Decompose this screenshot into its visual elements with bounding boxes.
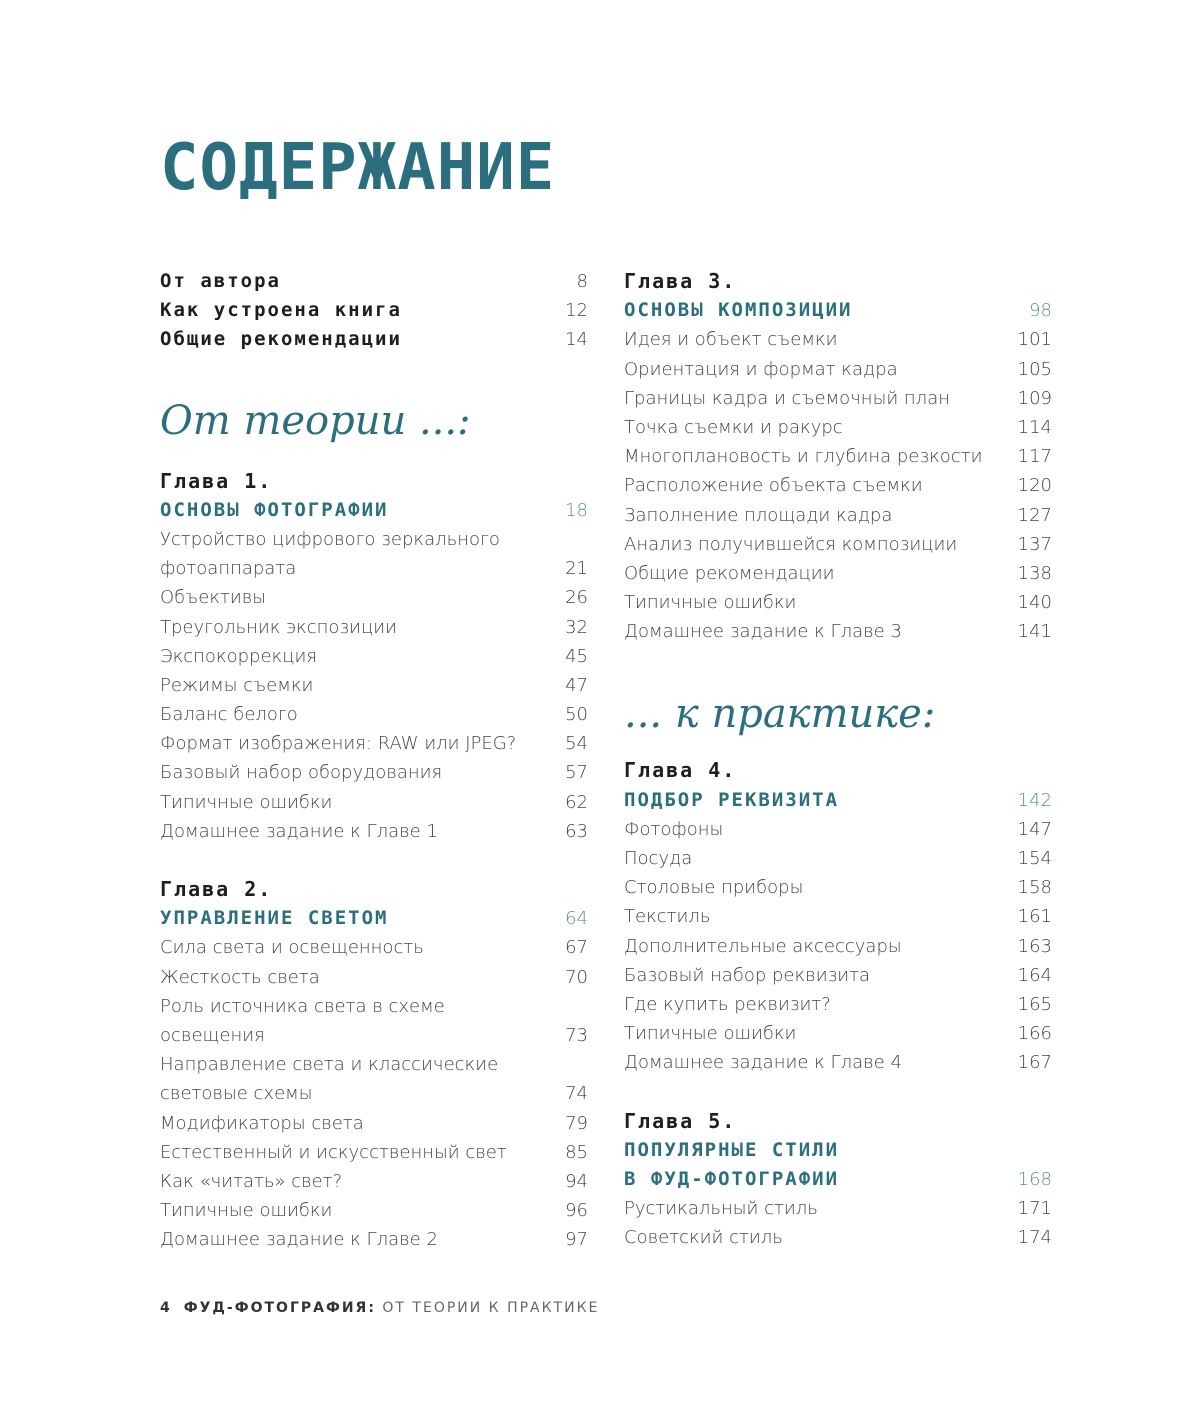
entry-page: 73: [565, 1024, 588, 1046]
toc-entry[interactable]: [160, 554, 588, 583]
toc-entry[interactable]: [624, 990, 1052, 1019]
toc-entry[interactable]: [160, 613, 588, 642]
chapter-title[interactable]: [160, 904, 588, 933]
entry-page: 161: [1017, 906, 1052, 928]
toc-entry[interactable]: [160, 933, 588, 962]
entry-label: Сила света и освещенность: [160, 937, 424, 959]
entry-label: Треугольник экспозиции: [160, 616, 397, 638]
chapter-page: 168: [1017, 1168, 1052, 1190]
entry-page: 21: [565, 558, 588, 580]
toc-entry[interactable]: [160, 642, 588, 671]
entry-label: Дополнительные аксессуары: [624, 935, 902, 957]
entry-page: 171: [1017, 1198, 1052, 1220]
entry-page: 117: [1017, 446, 1052, 468]
entry-page: 101: [1017, 329, 1052, 351]
entry-label: Жесткость света: [160, 966, 320, 988]
toc-entry[interactable]: [160, 1138, 588, 1167]
page-footer: [160, 1300, 599, 1316]
toc-entry[interactable]: [624, 559, 1052, 588]
entry-page: 120: [1017, 475, 1052, 497]
entry-page: 105: [1017, 358, 1052, 380]
toc-entry[interactable]: [160, 1050, 588, 1079]
toc-entry[interactable]: [624, 815, 1052, 844]
toc-entry[interactable]: [624, 355, 1052, 384]
toc-entry[interactable]: [160, 671, 588, 700]
toc-entry[interactable]: [160, 1109, 588, 1138]
toc-entry[interactable]: [624, 617, 1052, 646]
toc-entry[interactable]: [160, 729, 588, 758]
page-title: СОДЕРЖАНИЕ: [160, 131, 556, 205]
entry-page: 140: [1017, 592, 1052, 614]
toc-entry[interactable]: [624, 325, 1052, 354]
entry-label: Базовый набор оборудования: [160, 762, 443, 784]
toc-entry[interactable]: [160, 1225, 588, 1254]
chapter-1: [160, 467, 588, 846]
toc-entry[interactable]: [160, 963, 588, 992]
toc-entry[interactable]: [624, 1048, 1052, 1077]
entry-label: Базовый набор реквизита: [624, 964, 871, 986]
entry-label: Формат изображения: RAW или JPEG?: [160, 733, 517, 755]
chapter-2: [160, 875, 588, 1254]
chapter-3: [624, 267, 1052, 646]
entry-page: 62: [565, 791, 588, 813]
entry-page: 167: [1017, 1052, 1052, 1074]
entry-label: фотоаппарата: [160, 558, 297, 580]
entry-page: 127: [1017, 504, 1052, 526]
chapter-label: Глава 4.: [624, 758, 737, 783]
toc-entry[interactable]: [624, 588, 1052, 617]
entry-page: 70: [565, 966, 588, 988]
entry-label: Общие рекомендации: [624, 562, 835, 584]
entry-label: Общие рекомендации: [160, 328, 402, 351]
toc-right-column: [624, 267, 1052, 1252]
entry-page: 12: [565, 300, 588, 322]
entry-label: Экспокоррекция: [160, 645, 318, 667]
toc-entry[interactable]: [160, 992, 588, 1021]
entry-page: 14: [565, 329, 588, 351]
entry-label: Столовые приборы: [624, 877, 804, 899]
entry-label: Домашнее задание к Главе 4: [624, 1052, 902, 1074]
page-number: 4: [160, 1300, 172, 1316]
entry-label: световые схемы: [160, 1083, 313, 1105]
entry-page: 26: [565, 587, 588, 609]
entry-page: 137: [1017, 533, 1052, 555]
toc-entry[interactable]: [624, 932, 1052, 961]
chapter-4: [624, 756, 1052, 1077]
entry-page: 8: [576, 271, 588, 292]
entry-label: Домашнее задание к Главе 2: [160, 1229, 438, 1251]
entry-label: Устройство цифрового зеркального: [160, 528, 500, 550]
entry-label: Домашнее задание к Главе 1: [160, 820, 438, 842]
chapter-title[interactable]: [624, 1165, 1052, 1194]
chapter-title[interactable]: [624, 296, 1052, 325]
toc-entry[interactable]: [624, 530, 1052, 559]
entry-label: Как устроена книга: [160, 299, 402, 322]
entry-label: Точка съемки и ракурс: [624, 416, 843, 438]
toc-entry[interactable]: [624, 844, 1052, 873]
toc-entry[interactable]: [160, 1196, 588, 1225]
entry-label: Границы кадра и съемочный план: [624, 387, 950, 409]
toc-entry[interactable]: [160, 525, 588, 554]
chapter-page: 18: [565, 499, 588, 521]
intro-list: [160, 267, 588, 355]
entry-label: Посуда: [624, 848, 693, 869]
chapter-label: Глава 2.: [160, 877, 273, 901]
entry-label: Объективы: [160, 587, 267, 609]
entry-page: 163: [1017, 935, 1052, 957]
chapter-page: 64: [565, 908, 588, 930]
entry-label: Типичные ошибки: [624, 592, 797, 614]
entry-label: Роль источника света в схеме: [160, 995, 445, 1017]
entry-page: 147: [1017, 818, 1052, 840]
toc-entry[interactable]: [624, 902, 1052, 931]
chapter-page: 98: [1029, 300, 1052, 322]
chapter-title-text: ПОПУЛЯРНЫЕ СТИЛИ: [624, 1138, 840, 1161]
toc-entry[interactable]: [624, 1019, 1052, 1048]
entry-label: Типичные ошибки: [160, 1200, 333, 1222]
entry-page: 96: [565, 1200, 588, 1222]
entry-page: 32: [565, 616, 588, 638]
entry-page: 154: [1017, 848, 1052, 869]
toc-entry[interactable]: [160, 1167, 588, 1196]
toc-entry[interactable]: [160, 758, 588, 787]
entry-label: Типичные ошибки: [624, 1023, 797, 1045]
chapter-title-text: ОСНОВЫ КОМПОЗИЦИИ: [624, 299, 853, 322]
entry-page: 165: [1017, 993, 1052, 1015]
toc-entry[interactable]: [160, 325, 588, 354]
entry-page: 94: [565, 1170, 588, 1192]
entry-label: Советский стиль: [624, 1227, 783, 1249]
entry-page: 79: [565, 1112, 588, 1134]
entry-page: 74: [565, 1083, 588, 1105]
toc-entry[interactable]: [624, 961, 1052, 990]
entry-page: 54: [565, 733, 588, 755]
entry-page: 166: [1017, 1023, 1052, 1045]
toc-entry[interactable]: [160, 700, 588, 729]
chapter-title-text: В ФУД-ФОТОГРАФИИ: [624, 1167, 840, 1190]
toc-entry[interactable]: [160, 1079, 588, 1108]
entry-page: 47: [565, 674, 588, 696]
entry-page: 158: [1017, 877, 1052, 899]
section-practice-heading: ... к практике:: [624, 691, 936, 738]
chapter-title-line1[interactable]: [624, 1136, 1052, 1165]
toc-entry[interactable]: [624, 442, 1052, 471]
toc-entry[interactable]: [160, 788, 588, 817]
chapter-5: [624, 1107, 1052, 1253]
entry-page: 109: [1017, 387, 1052, 409]
entry-label: Ориентация и формат кадра: [624, 358, 898, 380]
entry-label: освещения: [160, 1024, 265, 1046]
entry-page: 164: [1017, 964, 1052, 986]
footer-book-title: ФУД-ФОТОГРАФИЯ:: [183, 1300, 376, 1316]
toc-entry[interactable]: [160, 1021, 588, 1050]
entry-page: 85: [565, 1141, 588, 1163]
chapter-page: 142: [1017, 789, 1052, 811]
toc-entry[interactable]: [624, 1194, 1052, 1223]
entry-label: Текстиль: [624, 906, 711, 928]
entry-label: От автора: [160, 270, 281, 292]
toc-entry[interactable]: [160, 583, 588, 612]
entry-label: Многоплановость и глубина резкости: [624, 446, 983, 468]
chapter-title-text: УПРАВЛЕНИЕ СВЕТОМ: [160, 907, 389, 930]
entry-label: Домашнее задание к Главе 3: [624, 621, 902, 643]
entry-label: Расположение объекта съемки: [624, 475, 923, 497]
entry-page: 57: [565, 762, 588, 784]
toc-entry[interactable]: [160, 817, 588, 846]
toc-entry[interactable]: [624, 873, 1052, 902]
footer-subtitle: ОТ ТЕОРИИ К ПРАКТИКЕ: [375, 1300, 600, 1316]
chapter-label: Глава 1.: [160, 468, 273, 493]
toc-entry[interactable]: [624, 1223, 1052, 1252]
entry-page: 97: [565, 1229, 588, 1251]
entry-label: Режимы съемки: [160, 674, 314, 696]
chapter-title-text: ПОДБОР РЕКВИЗИТА: [624, 788, 840, 811]
entry-page: 63: [565, 820, 588, 842]
entry-label: Как «читать» свет?: [160, 1170, 343, 1192]
entry-label: Заполнение площади кадра: [624, 504, 893, 526]
entry-label: Естественный и искусственный свет: [160, 1141, 507, 1163]
entry-page: 45: [565, 645, 588, 667]
toc-entry[interactable]: [624, 471, 1052, 500]
entry-page: 67: [565, 937, 588, 959]
toc-left-column: [160, 267, 588, 1254]
chapter-title[interactable]: [624, 786, 1052, 815]
entry-page: 174: [1017, 1227, 1052, 1249]
entry-label: Направление света и классические: [160, 1054, 499, 1076]
entry-label: Анализ получившейся композиции: [624, 533, 958, 555]
chapter-label: Глава 5.: [624, 1108, 737, 1133]
chapter-title[interactable]: [160, 496, 588, 525]
entry-page: 114: [1017, 416, 1052, 438]
entry-page: 138: [1017, 562, 1052, 584]
chapter-title-text: ОСНОВЫ ФОТОГРАФИИ: [160, 498, 389, 521]
entry-label: Рустикальный стиль: [624, 1198, 818, 1220]
toc-entry[interactable]: [624, 413, 1052, 442]
entry-label: Модификаторы света: [160, 1112, 364, 1134]
section-theory-heading: От теории ...:: [160, 397, 471, 444]
entry-page: 50: [565, 704, 588, 726]
entry-label: Идея и объект съемки: [624, 329, 838, 351]
toc-entry[interactable]: [624, 384, 1052, 413]
entry-label: Фотофоны: [624, 818, 724, 840]
entry-page: 141: [1017, 621, 1052, 643]
entry-label: Баланс белого: [160, 704, 298, 726]
chapter-label: Глава 3.: [624, 269, 737, 293]
toc-entry[interactable]: [624, 501, 1052, 530]
entry-label: Типичные ошибки: [160, 791, 333, 813]
toc-entry[interactable]: [160, 267, 588, 296]
entry-label: Где купить реквизит?: [624, 993, 831, 1015]
toc-entry[interactable]: [160, 296, 588, 325]
